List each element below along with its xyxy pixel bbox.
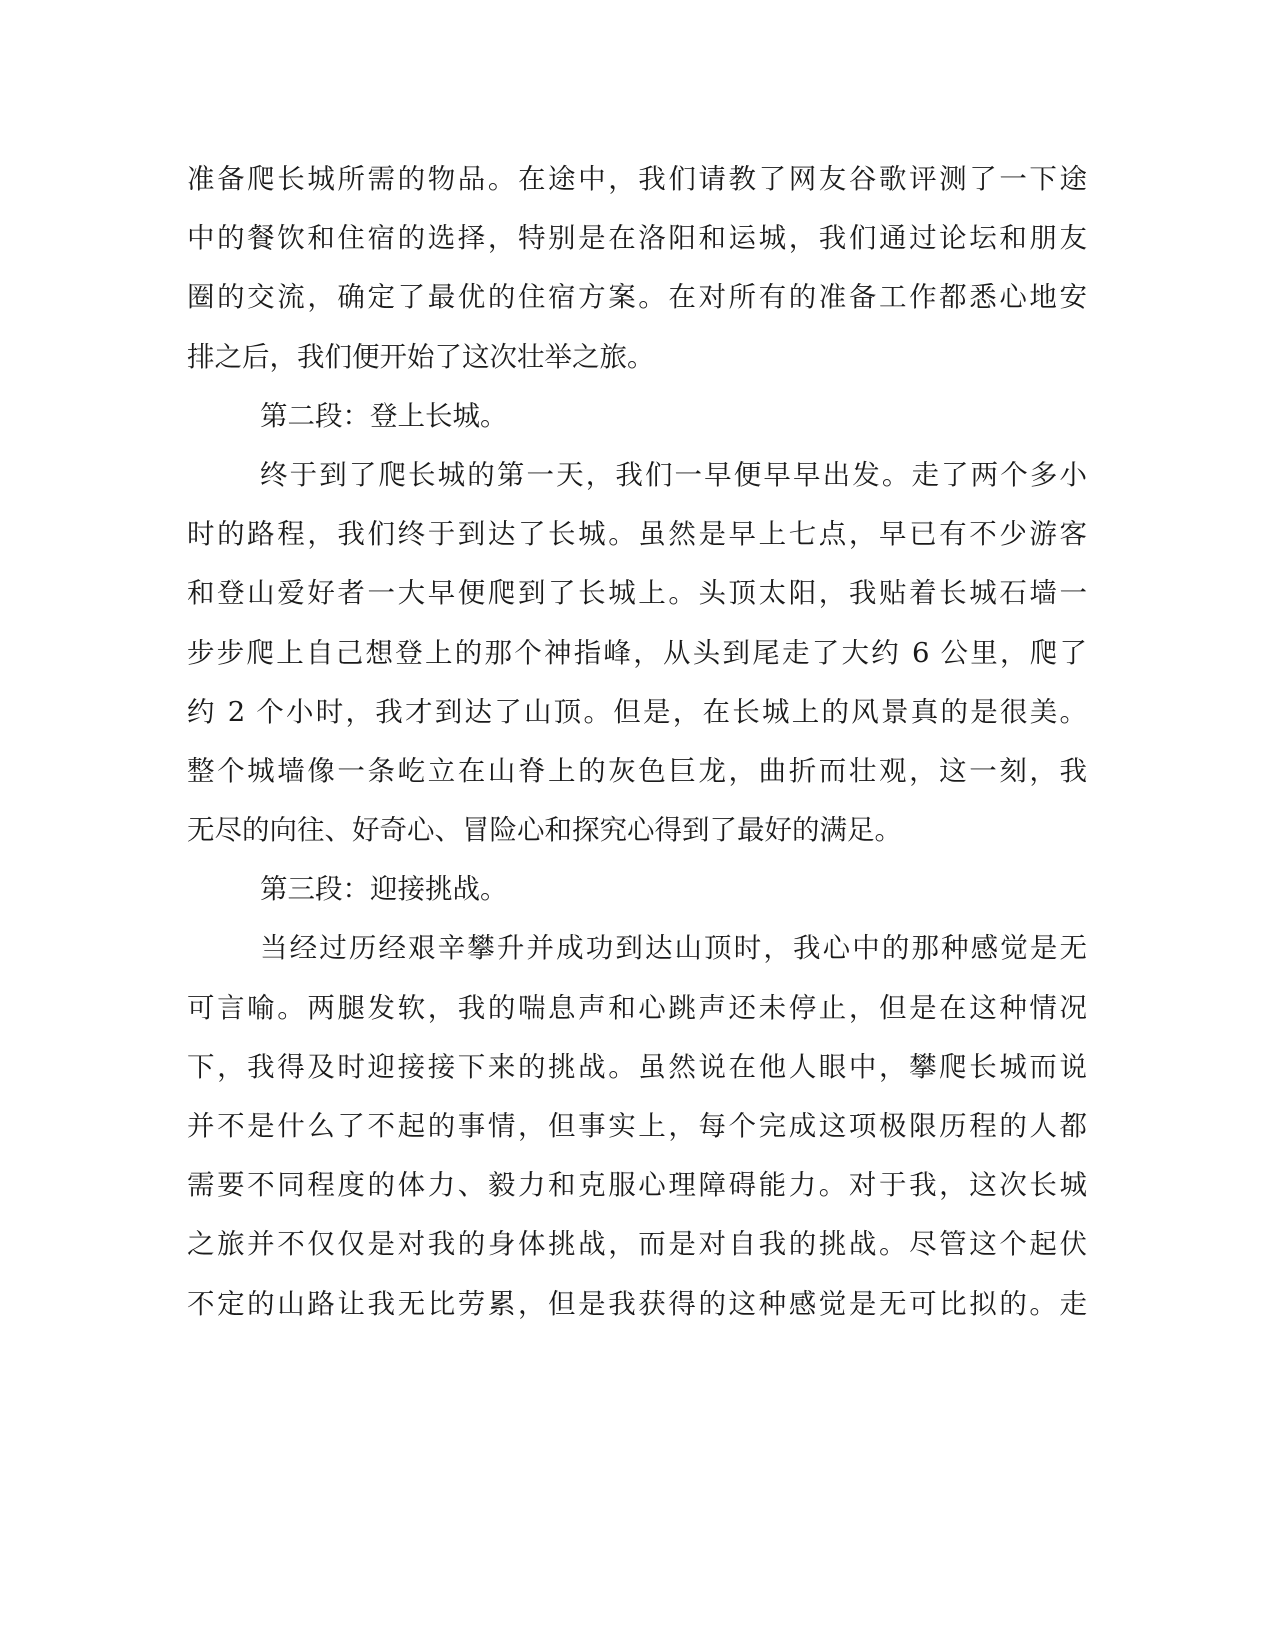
section-heading: 第二段：登上长城。: [260, 399, 508, 432]
text-line: 整个城墙像一条屹立在山脊上的灰色巨龙，曲折而壮观，这一刻，我: [187, 754, 1087, 787]
text-line: 可言喻。两腿发软，我的喘息声和心跳声还未停止，但是在这种情况: [187, 991, 1087, 1024]
text-line: 之旅并不仅仅是对我的身体挑战，而是对自我的挑战。尽管这个起伏: [187, 1228, 1087, 1261]
text-line: 时的路程，我们终于到达了长城。虽然是早上七点，早已有不少游客: [187, 518, 1087, 551]
text-line: 准备爬长城所需的物品。在途中，我们请教了网友谷歌评测了一下途: [187, 163, 1087, 195]
text-line: 和登山爱好者一大早便爬到了长城上。头顶太阳，我贴着长城石墙一: [187, 577, 1087, 610]
section-heading: 第三段：迎接挑战。: [260, 873, 508, 906]
text-line: 中的餐饮和住宿的选择，特别是在洛阳和运城，我们通过论坛和朋友: [187, 222, 1087, 255]
text-line: 终于到了爬长城的第一天，我们一早便早早出发。走了两个多小: [260, 458, 1087, 491]
text-line: 无尽的向往、好奇心、冒险心和探究心得到了最好的满足。: [187, 814, 902, 847]
text-line: 排之后，我们便开始了这次壮举之旅。: [187, 340, 655, 373]
text-line: 圈的交流，确定了最优的住宿方案。在对所有的准备工作都悉心地安: [187, 281, 1087, 314]
text-line: 当经过历经艰辛攀升并成功到达山顶时，我心中的那种感觉是无: [260, 932, 1087, 965]
text-line: 需要不同程度的体力、毅力和克服心理障碍能力。对于我，这次长城: [187, 1169, 1087, 1202]
text-line: 不定的山路让我无比劳累，但是我获得的这种感觉是无可比拟的。走: [187, 1287, 1087, 1320]
text-line: 步步爬上自己想登上的那个神指峰，从头到尾走了大约 6 公里，爬了: [187, 636, 1087, 669]
body-text: [187, 150, 1087, 1334]
text-line: 并不是什么了不起的事情，但事实上，每个完成这项极限历程的人都: [187, 1110, 1087, 1142]
text-line: 约 2 个小时，我才到达了山顶。但是，在长城上的风景真的是很美。: [187, 695, 1087, 728]
text-line: 下，我得及时迎接接下来的挑战。虽然说在他人眼中，攀爬长城而说: [187, 1050, 1087, 1083]
